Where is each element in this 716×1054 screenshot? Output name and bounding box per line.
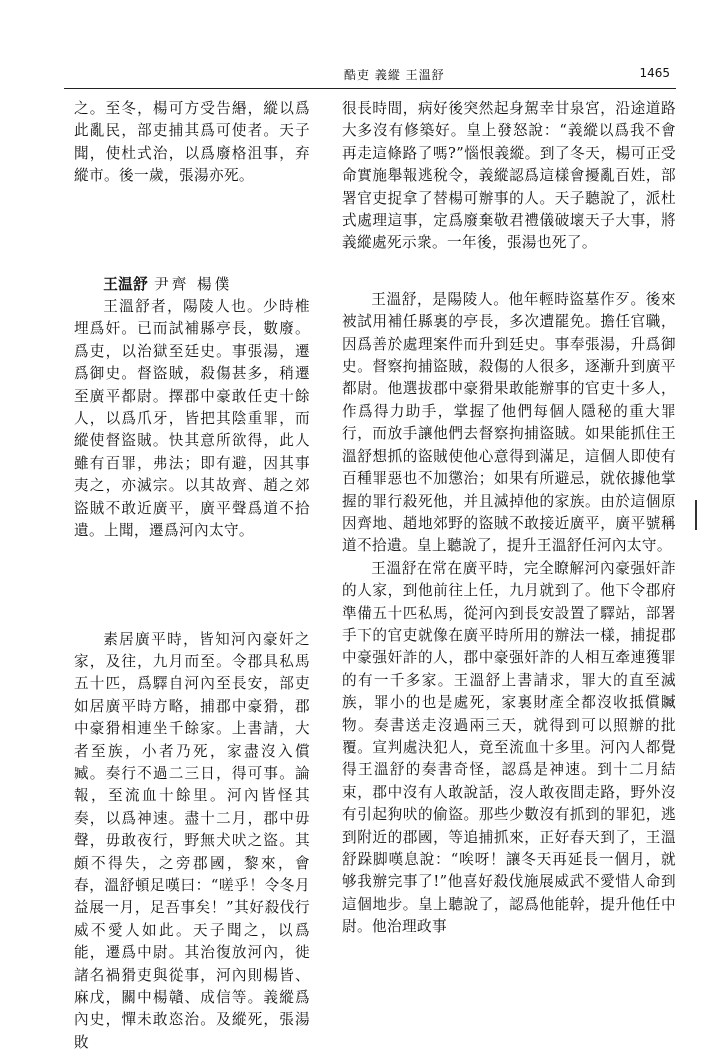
left-paragraph-2: 王溫舒者，陽陵人也。少時椎埋爲奸。已而試補縣亭長，數廢。爲吏，以治獄至廷史。事張湯，遷爲御史。督盜賊，殺傷甚多，稍遷至廣平都尉。擇郡中豪敢任吏十餘人，以爲爪牙，皆把其陰重罪，而縱使督盜賊。快其意所欲得，此人雖有百罪，弗法；即有避，因其事夷之，亦滅宗。以其故齊、趙之郊盜賊不敢近廣平，廣平聲爲道不拾遺。上聞，遷爲河內太守。 [74, 296, 310, 542]
spacer [74, 188, 310, 274]
running-title: 酷吏 義縱 王溫舒 [344, 66, 445, 83]
spacer [342, 255, 676, 289]
heading-authors: 尹齊 楊僕 [154, 276, 232, 293]
left-paragraph-1: 之。至冬，楊可方受告緡，縱以爲此亂民，部吏捕其爲可使者。天子聞，使杜式治，以爲廢格沮事，弃縱市。後一歲，張湯亦死。 [74, 98, 310, 188]
translation-column [342, 98, 676, 939]
section-heading [74, 274, 310, 296]
page-number: 1465 [639, 66, 670, 80]
page-header [64, 66, 676, 86]
right-paragraph-2: 王溫舒，是陽陵人。他年輕時盜墓作歹。後來被試用補任縣裏的亭長，多次遭罷免。擔任官職，因爲善於處理案件而升到廷史。事奉張湯，升爲御史。督察拘捕盜賊，殺傷的人很多，逐漸升到廣平都尉。他選拔郡中豪猾果敢能辦事的官吏十多人，作爲得力助手，掌握了他們每個人隱秘的重大罪行，而放手讓他們去督察拘捕盜賊。如果能抓住王溫舒想抓的盜賊使他心意得到滿足，這個人即使有百種罪惡也不加懲治；如果有所避忌，就依據他掌握的罪行殺死他，并且滅掉他的家族。由於這個原因齊地、趙地郊野的盜賊不敢接近廣平，廣平號稱道不拾遺。皇上聽說了，提升王溫舒任河內太守。 [342, 289, 676, 558]
heading-title: 王温舒 [103, 276, 148, 293]
spacer [74, 543, 310, 629]
right-paragraph-1: 很長時間，病好後突然起身駕幸甘泉宮，沿途道路大多沒有修築好。皇上發怒說：“義縱以爲我不會再走這條路了嗎?”惱恨義縱。到了冬天，楊可正受命實施舉報逃稅令，義縱認爲這樣會擾亂百姓，部署官吏捉拿了替楊可辦事的人。天子聽說了，派杜式處理這事，定爲廢棄敬君禮儀破壞天子大事，將義縱處死示衆。一年後，張湯也死了。 [342, 98, 676, 255]
original-text-column [74, 98, 310, 1054]
margin-mark [695, 500, 697, 530]
left-paragraph-3: 素居廣平時，皆知河內豪奸之家，及往，九月而至。令郡具私馬五十匹，爲驛自河內至長安，部吏如居廣平時方略，捕郡中豪猾，郡中豪猾相連坐千餘家。上書請，大者至族，小者乃死，家盡沒入償臧。奏行不過二三日，得可事。論報，至流血十餘里。河內皆怪其奏，以爲神速。盡十二月，郡中毋聲，毋敢夜行，野無犬吠之盜。其頗不得失，之旁郡國，黎來，會春，溫舒頓足嘆曰：“嗟乎！令冬月益展一月，足吾事矣！”其好殺伐行威不愛人如此。天子聞之，以爲能，遷爲中尉。其治復放河內，徙諸名禍猾吏與從事，河內則楊皆、麻戊，關中楊贛、成信等。義縱爲內史，憚未敢恣治。及縱死，張湯敗 [74, 629, 310, 1054]
right-paragraph-3: 王溫舒在常在廣平時，完全瞭解河內豪强奸詐的人家，到他前往上任，九月就到了。他下令郡府準備五十匹私馬，從河內到長安設置了驛站，部署手下的官吏就像在廣平時所用的辦法一樣，捕捉郡中豪强奸詐的人，郡中豪强奸詐的人相互牽連獲罪的有一千多家。王溫舒上書請求，罪大的直至滅族，罪小的也是處死，家裏財產全都沒收抵償贓物。奏書送走沒過兩三天，就得到可以照辦的批覆。宣判處決犯人，竟至流血十多里。河內人都覺得王溫舒的奏書奇怪，認爲是神速。到十二月結束，郡中沒有人敢說話，沒人敢夜間走路，野外沒有引起狗吠的偷盜。那些少數沒有抓到的罪犯，逃到附近的郡國，等追捕抓來，正好春天到了，王溫舒跺脚嘆息說：“唉呀！讓冬天再延長一個月，就够我辦完事了!”他喜好殺伐施展威武不愛惜人命到這個地步。皇上聽說了，認爲他能幹，提升他任中尉。他治理政事 [342, 558, 676, 939]
header-rule [64, 88, 676, 89]
